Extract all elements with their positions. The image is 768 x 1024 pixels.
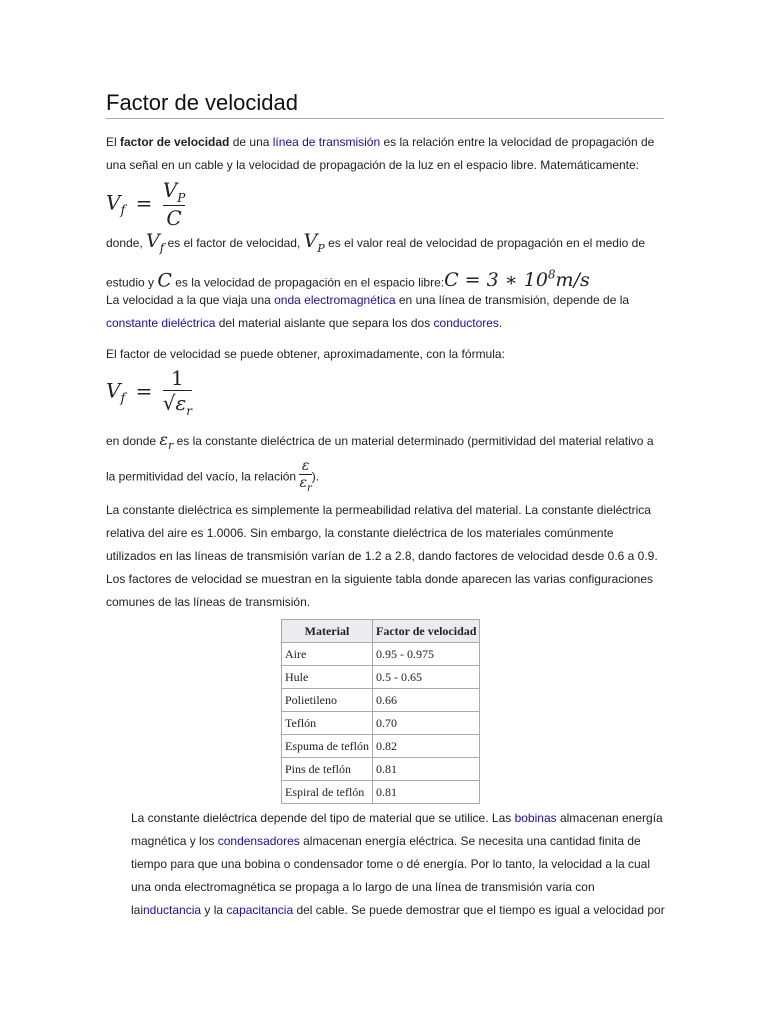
dielectric-paragraph: La constante dieléctrica es simplemente la permeabilidad relativa del material. La constante dieléctrica relativa del aire es 1.0006. Sin embargo, la constante dieléctrica de los materiales comúnmente utilizados en las líneas de transmisión varían de 1.2 a 2.8, dando factores de velocidad desde 0.6 a 0.9. Los factores de velocidad se muestran en la siguiente tabla donde aparecen las varias configuraciones comunes de las líneas de transmisión.	[106, 503, 658, 609]
table-cell: 0.95 - 0.975	[372, 643, 479, 666]
math-c: C	[157, 269, 172, 292]
math-denominator: $√\varepsilon_r$	[162, 391, 192, 418]
math-symbol: V	[162, 178, 178, 202]
table-cell: 0.70	[372, 712, 479, 735]
table-cell: Polietileno	[282, 689, 373, 712]
velocity-factor-table	[281, 619, 480, 804]
table-cell: 0.5 - 0.65	[372, 666, 479, 689]
text: .	[498, 316, 503, 330]
link-inductancia[interactable]: inductancia	[140, 903, 202, 917]
math-vp: $V_P$	[303, 230, 325, 255]
table-row	[282, 735, 480, 758]
table-row	[282, 666, 480, 689]
text: almacenan energía magnética y los	[131, 811, 663, 848]
epsilon-paragraph	[106, 428, 666, 497]
text: ).	[311, 469, 320, 484]
table-cell: 0.81	[372, 758, 479, 781]
bold-term: factor de velocidad	[120, 135, 230, 149]
text: es la velocidad de propagación en el espacio libre:	[171, 275, 445, 290]
link-conductores[interactable]: conductores	[433, 316, 499, 330]
table-cell: Hule	[282, 666, 373, 689]
link-condensadores[interactable]: condensadores	[217, 834, 300, 848]
math-operator: =	[135, 378, 153, 403]
table-cell: 0.66	[372, 689, 479, 712]
text: y la	[201, 903, 227, 917]
table-row	[282, 689, 480, 712]
formula-vf-sqrt	[106, 366, 192, 418]
math-numerator: 1	[171, 366, 184, 390]
formula-vf-ratio	[106, 178, 185, 230]
table-cell: Teflón	[282, 712, 373, 735]
formula-intro-paragraph: El factor de velocidad se puede obtener, aproximadamente, con la fórmula:	[106, 347, 505, 361]
intro-paragraph	[106, 131, 666, 177]
math-c-value: C = 3 ∗ $10^8m/s$	[444, 267, 590, 292]
table-cell: Espuma de teflón	[282, 735, 373, 758]
math-epsilon-r: $\varepsilon_r$	[159, 430, 174, 453]
math-numerator	[163, 178, 186, 205]
table-row	[282, 758, 480, 781]
table-row	[282, 712, 480, 735]
table-cell: Aire	[282, 643, 373, 666]
text: La constante dieléctrica depende del tipo de material que se utilice. Las	[131, 811, 515, 825]
math-operator: =	[135, 190, 153, 215]
math-denominator: C	[163, 205, 186, 230]
math-subscript: P	[177, 191, 186, 205]
table-cell: Pins de teflón	[282, 758, 373, 781]
math-fraction	[163, 366, 192, 418]
link-constante-dielectrica[interactable]: constante dieléctrica	[106, 316, 216, 330]
text: del cable. Se puede demostrar que el tiempo es igual a velocidad por	[293, 903, 665, 917]
inductance-paragraph	[131, 807, 666, 922]
math-symbol: V	[106, 378, 121, 403]
wave-paragraph	[106, 289, 666, 335]
text: El	[106, 135, 121, 149]
math-symbol: V	[106, 190, 121, 215]
table-row	[282, 781, 480, 804]
sqrt-symbol: √	[162, 391, 176, 415]
text: es la relación entre la velocidad de propagación de una señal en un cable y la velocidad de propagación de la luz en el espacio libre. Matemáticamente:	[106, 135, 655, 172]
text: en donde	[106, 434, 160, 448]
math-subscript: f	[120, 203, 126, 219]
table-cell: Espiral de teflón	[282, 781, 373, 804]
table-row	[282, 643, 480, 666]
text: donde,	[106, 236, 147, 250]
text: en una línea de transmisión, depende de la	[395, 293, 630, 307]
text: es el factor de velocidad,	[164, 236, 304, 250]
table-cell: 0.81	[372, 781, 479, 804]
text: es el valor real de velocidad de propagación en el medio de estudio y	[106, 236, 646, 290]
math-fraction	[163, 178, 186, 230]
text: es la constante dieléctrica de un material determinado (permitividad del material relativo a la permitividad del vacío, la relación	[106, 434, 654, 484]
text: almacenan energía eléctrica. Se necesita una cantidad finita de tiempo para que una bobina o condensador tome o dé energía. Por lo tanto, la velocidad a la cual una onda electromagnética se propaga a lo largo de una línea de transmisión varia con la	[131, 834, 651, 917]
link-bobinas[interactable]: bobinas	[514, 811, 557, 825]
math-epsilon-ratio: $\frac{\varepsilon}{\varepsilon_r}$	[299, 458, 311, 497]
table-header-row	[282, 620, 480, 643]
page-title: Factor de velocidad	[106, 90, 664, 119]
text: de una	[229, 135, 273, 149]
math-vf: $V_f$	[146, 230, 165, 255]
text: La velocidad a la que viaja una	[106, 293, 275, 307]
column-header: Factor de velocidad	[372, 620, 479, 643]
definitions-paragraph	[106, 228, 666, 295]
column-header: Material	[282, 620, 373, 643]
link-capacitancia[interactable]: capacitancia	[226, 903, 294, 917]
link-linea-transmision[interactable]: línea de transmisión	[272, 135, 381, 149]
link-onda-electromagnetica[interactable]: onda electromagnética	[274, 293, 396, 307]
table-cell: 0.82	[372, 735, 479, 758]
text: del material aislante que separa los dos	[215, 316, 434, 330]
math-subscript: f	[120, 391, 126, 407]
